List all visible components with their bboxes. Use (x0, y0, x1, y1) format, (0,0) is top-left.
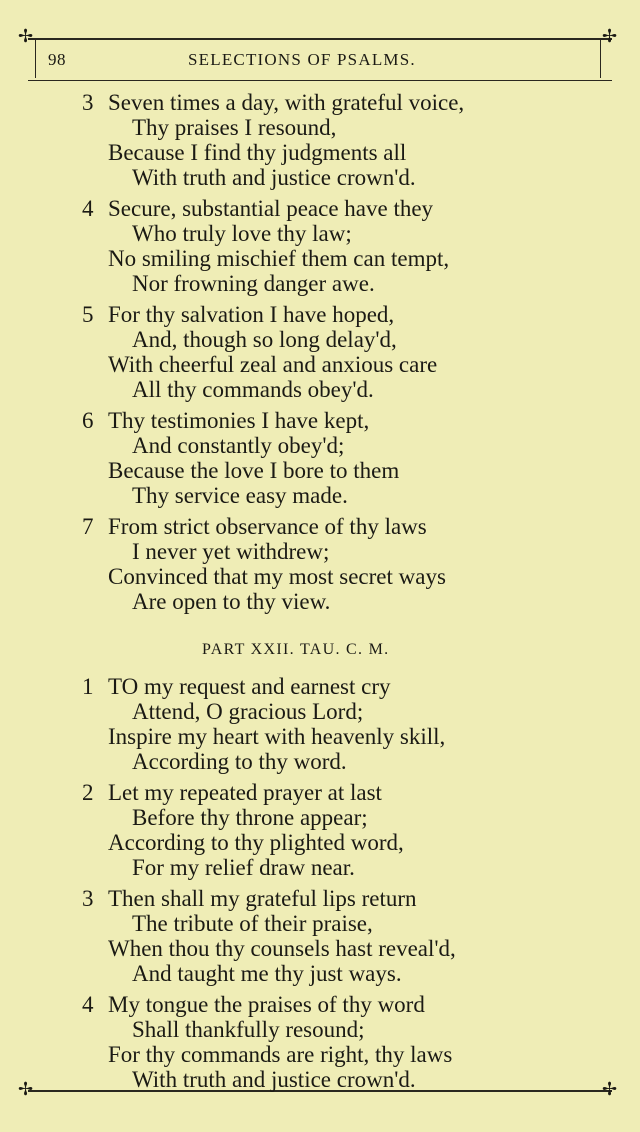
verse-line: From strict observance of thy laws (108, 514, 427, 539)
stanza-group-a (0, 90, 640, 614)
verse-line: Because the love I bore to them (108, 458, 400, 483)
verse-line: Inspire my heart with heavenly skill, (108, 724, 446, 749)
stanza-number: 5 (82, 302, 94, 327)
stanza-number: 1 (82, 674, 94, 699)
verse-line: For my relief draw near. (132, 855, 355, 880)
corner-ornament-icon: ✢ (602, 26, 618, 47)
stanza-group-b (0, 674, 640, 1092)
verse-line: With truth and justice crown'd. (132, 1067, 416, 1092)
corner-ornament-icon: ✢ (18, 26, 34, 47)
stanza-number: 4 (82, 992, 94, 1017)
psalm-text (0, 90, 640, 1098)
verse-line: TO my request and earnest cry (108, 674, 391, 699)
verse-line: Shall thankfully resound; (132, 1017, 365, 1042)
stanza-number: 3 (82, 90, 94, 115)
verse-line: Who truly love thy law; (132, 221, 352, 246)
verse-line: Convinced that my most secret ways (108, 564, 446, 589)
stanza (0, 408, 640, 508)
verse-line: I never yet withdrew; (132, 539, 330, 564)
stanza (0, 196, 640, 296)
top-rule (28, 38, 612, 40)
verse-line: For thy salvation I have hoped, (108, 302, 395, 327)
stanza (0, 514, 640, 614)
verse-line: My tongue the praises of thy word (108, 992, 425, 1017)
verse-line: Before thy throne appear; (132, 805, 368, 830)
page-number: 98 (48, 50, 66, 69)
stanza (0, 992, 640, 1092)
verse-line: All thy commands obey'd. (132, 377, 374, 402)
verse-line: Secure, substantial peace have they (108, 196, 434, 221)
stanza (0, 886, 640, 986)
corner-ornament-icon: ✢ (602, 1079, 618, 1100)
verse-line: Are open to thy view. (132, 589, 331, 614)
verse-line: Let my repeated prayer at last (108, 780, 382, 805)
stanza-number: 7 (82, 514, 94, 539)
verse-line: Thy testimonies I have kept, (108, 408, 370, 433)
verse-line: When thou thy counsels hast reveal'd, (108, 936, 456, 961)
stanza (0, 780, 640, 880)
part-heading: PART XXII. TAU. C. M. (202, 641, 390, 658)
stanza (0, 302, 640, 402)
stanza-number: 4 (82, 196, 94, 221)
verse-line: Attend, O gracious Lord; (132, 699, 364, 724)
stanza-number: 3 (82, 886, 94, 911)
verse-line: And constantly obey'd; (132, 433, 345, 458)
verse-line: Thy service easy made. (132, 483, 348, 508)
verse-line: According to thy word. (132, 749, 347, 774)
stanza (0, 674, 640, 774)
page-header (0, 50, 640, 74)
verse-line: For thy commands are right, thy laws (108, 1042, 453, 1067)
stanza-number: 2 (82, 780, 94, 805)
verse-line: With truth and justice crown'd. (132, 165, 416, 190)
verse-line: And taught me thy just ways. (132, 961, 402, 986)
header-rule (28, 80, 612, 81)
verse-line: Seven times a day, with grateful voice, (108, 90, 465, 115)
verse-line: And, though so long delay'd, (132, 327, 397, 352)
verse-line: No smiling mischief them can tempt, (108, 246, 450, 271)
verse-line: Thy praises I resound, (132, 115, 337, 140)
verse-line: With cheerful zeal and anxious care (108, 352, 438, 377)
verse-line: Nor frowning danger awe. (132, 271, 375, 296)
stanza (0, 90, 640, 190)
running-title: SELECTIONS OF PSALMS. (188, 50, 416, 69)
stanza-number: 6 (82, 408, 94, 433)
verse-line: According to thy plighted word, (108, 830, 404, 855)
corner-ornament-icon: ✢ (18, 1079, 34, 1100)
verse-line: Because I find thy judgments all (108, 140, 407, 165)
verse-line: Then shall my grateful lips return (108, 886, 417, 911)
verse-line: The tribute of their praise, (132, 911, 373, 936)
